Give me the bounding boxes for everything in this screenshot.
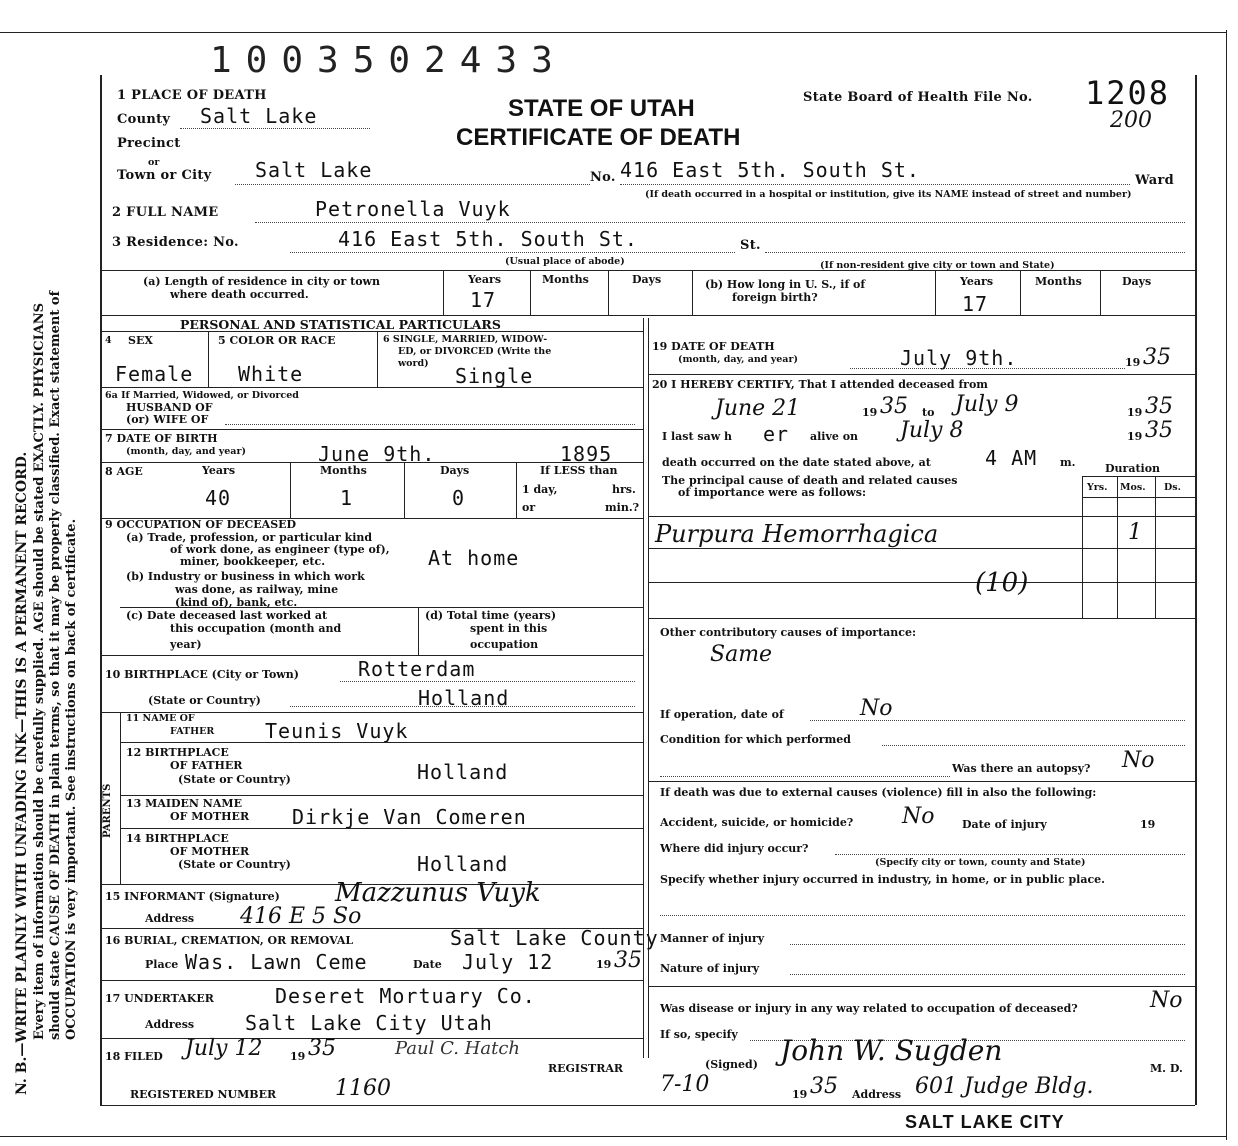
contrib-label: Other contributory causes of importance: xyxy=(660,626,917,639)
last-saw-date: July 8 xyxy=(900,418,964,443)
reg-number-label: REGISTERED NUMBER xyxy=(130,1088,277,1101)
occ-related-value: No xyxy=(1150,988,1183,1013)
age-label: 8 AGE xyxy=(105,465,143,478)
injury-date-label: Date of injury xyxy=(962,818,1047,831)
filed-year: 35 xyxy=(308,1036,336,1061)
occ-c-2: this occupation (month and xyxy=(170,622,342,635)
occ-d-3: occupation xyxy=(470,638,539,651)
town-value: Salt Lake xyxy=(255,158,373,182)
attended-from: June 21 xyxy=(715,396,801,421)
less-label-2: 1 day, xyxy=(522,483,558,496)
alive-label: alive on xyxy=(810,430,859,443)
mother-bp-label-1: 14 BIRTHPLACE xyxy=(126,832,229,845)
sex-label: SEX xyxy=(128,334,153,347)
occ-d-1: (d) Total time (years) xyxy=(425,609,557,622)
where-note: (Specify city or town, county and State) xyxy=(875,857,1086,868)
death-time-label: death occurred on the date stated above, at xyxy=(662,456,931,469)
occ-related-label: Was disease or injury in any way related to occupation of deceased? xyxy=(660,1002,1078,1015)
injury-year-prefix: 19 xyxy=(1140,818,1156,831)
burial-year: 35 xyxy=(614,948,642,973)
father-label-2: FATHER xyxy=(170,726,215,737)
informant-address: 416 E 5 So xyxy=(240,904,362,929)
certificate-title: CERTIFICATE OF DEATH xyxy=(456,124,741,151)
informant-signature: Mazzunus Vuyk xyxy=(335,878,541,908)
occ-b-2: was done, as railway, mine xyxy=(175,583,339,596)
attended-to: July 9 xyxy=(955,392,1019,417)
to-label: to xyxy=(922,406,935,419)
occ-b-3: (kind of), bank, etc. xyxy=(175,596,298,609)
occ-a-3: miner, bookkeeper, etc. xyxy=(180,555,326,568)
file-label: State Board of Health File No. xyxy=(803,90,1033,105)
age-years-label: Years xyxy=(202,464,236,477)
street-no-label: No. xyxy=(590,170,616,185)
res-days-label: Days xyxy=(632,273,662,286)
marital-label-2: ED, or DIVORCED (Write the xyxy=(398,346,552,357)
spouse-label-1: 6a If Married, Widowed, or Divorced xyxy=(105,390,299,401)
undertaker-value: Deseret Mortuary Co. xyxy=(275,984,536,1008)
full-name-value: Petronella Vuyk xyxy=(315,197,511,221)
mother-bp-value: Holland xyxy=(417,852,509,876)
condition-label: Condition for which performed xyxy=(660,733,851,746)
us-days-label: Days xyxy=(1122,275,1152,288)
specify-label: Specify whether injury occurred in industry, in home, or in public place. xyxy=(660,873,1105,886)
father-bp-label-3: (State or Country) xyxy=(178,773,291,786)
birthplace-label: 10 BIRTHPLACE (City or Town) xyxy=(105,668,299,681)
age-years: 40 xyxy=(205,486,232,510)
occ-a-1: (a) Trade, profession, or particular kind xyxy=(126,531,373,544)
color-label: 5 COLOR OR RACE xyxy=(218,334,336,347)
undertaker-address-label: Address xyxy=(145,1018,195,1031)
top-border xyxy=(0,32,1226,33)
occ-d-2: spent in this xyxy=(470,622,548,635)
marital-value: Single xyxy=(455,364,534,388)
dod-label-1: 19 DATE OF DEATH xyxy=(652,340,775,353)
dob-label-2: (month, day, and year) xyxy=(126,446,246,457)
us-months-label: Months xyxy=(1035,275,1082,288)
certify-label: 20 I HEREBY CERTIFY, That I attended deceased from xyxy=(652,378,988,391)
registrar-signature: Paul C. Hatch xyxy=(395,1038,521,1059)
place-heading: 1 PLACE OF DEATH xyxy=(117,88,267,103)
age-days-label: Days xyxy=(440,464,470,477)
from-year-prefix: 19 xyxy=(862,406,878,419)
father-bp-label-2: OF FATHER xyxy=(170,759,243,772)
res-years-value: 17 xyxy=(470,288,497,312)
cause-label-1: The principal cause of death and related causes xyxy=(662,474,958,487)
dob-year: 1895 xyxy=(560,442,613,466)
dob-label-1: 7 DATE OF BIRTH xyxy=(105,432,218,445)
less-label-5: min.? xyxy=(605,501,640,514)
reg-number: 1160 xyxy=(335,1076,391,1101)
cause-value: Purpura Hemorrhagica xyxy=(655,520,939,548)
duration-label: Duration xyxy=(1105,462,1161,475)
age-months: 1 xyxy=(340,486,354,510)
state-title: STATE OF UTAH xyxy=(508,95,695,122)
res-months-label: Months xyxy=(542,273,589,286)
burial-place-label: Place xyxy=(145,958,179,971)
external-label: If death was due to external causes (violence) fill in also the following: xyxy=(660,786,1097,799)
death-address: 416 East 5th. South St. xyxy=(620,158,920,182)
serial-number: 1003502433 xyxy=(210,40,567,81)
file-number-2: 200 xyxy=(1110,108,1152,133)
less-label-3: hrs. xyxy=(612,483,636,496)
undertaker-label: 17 UNDERTAKER xyxy=(105,992,214,1005)
contrib-value: Same xyxy=(710,642,773,667)
signed-label: (Signed) xyxy=(705,1058,758,1071)
marital-label-1: 6 SINGLE, MARRIED, WIDOW- xyxy=(383,334,548,345)
dod-label-2: (month, day, and year) xyxy=(678,354,798,365)
dod-year-prefix: 19 xyxy=(1125,356,1141,369)
last-saw-year-prefix: 19 xyxy=(1127,430,1143,443)
us-years-value: 17 xyxy=(962,292,989,316)
filed-year-prefix: 19 xyxy=(290,1050,306,1063)
length-label-2: where death occurred. xyxy=(170,288,309,301)
side-note-line4: OCCUPATION is very important. See instructions on back of certificate. xyxy=(64,518,79,1040)
last-saw-her: er xyxy=(763,422,790,446)
dod-year: 35 xyxy=(1143,345,1171,370)
precinct-label: Precinct xyxy=(117,136,181,151)
informant-label: 15 INFORMANT (Signature) xyxy=(105,890,280,903)
mother-value: Dirkje Van Comeren xyxy=(292,805,527,829)
occ-c-3: year) xyxy=(170,638,202,651)
abode-note: (Usual place of abode) xyxy=(505,256,625,267)
informant-address-label: Address xyxy=(145,912,195,925)
or-label: or xyxy=(148,157,160,168)
res-years-label: Years xyxy=(468,273,502,286)
sex-value: Female xyxy=(115,362,194,386)
where-label: Where did injury occur? xyxy=(660,842,809,855)
filed-date: July 12 xyxy=(185,1036,263,1061)
mos-label: Mos. xyxy=(1120,482,1146,493)
sig-address-label: Address xyxy=(852,1088,902,1101)
nature-label: Nature of injury xyxy=(660,962,760,975)
signed-year-prefix: 19 xyxy=(792,1088,808,1101)
us-label-1: (b) How long in U. S., if of xyxy=(705,278,866,291)
burial-date-label: Date xyxy=(413,958,442,971)
mother-bp-label-3: (State or Country) xyxy=(178,858,291,871)
age-months-label: Months xyxy=(320,464,367,477)
burial-value: Salt Lake County xyxy=(450,926,659,950)
burial-label: 16 BURIAL, CREMATION, OR REMOVAL xyxy=(105,934,354,947)
registrar-label: REGISTRAR xyxy=(548,1062,624,1075)
side-note-line3: should state CAUSE OF DEATH in plain terms, so that it may be properly classified. Exact statement of xyxy=(48,290,63,1040)
parents-label: PARENTS xyxy=(102,783,113,838)
ds-label: Ds. xyxy=(1164,482,1181,493)
mother-label-1: 13 MAIDEN NAME xyxy=(126,797,242,810)
occ-a-2: of work done, as engineer (type of), xyxy=(170,543,390,556)
birthplace-country: Holland xyxy=(418,686,510,710)
nonres-note: (If non-resident give city or town and State) xyxy=(820,260,1055,271)
father-label-1: 11 NAME OF xyxy=(126,713,195,724)
to-year-prefix: 19 xyxy=(1127,406,1143,419)
birthplace-city: Rotterdam xyxy=(358,657,476,681)
less-label-4: or xyxy=(522,501,536,514)
form-right-border xyxy=(1195,75,1197,1105)
spouse-label-2: HUSBAND OF xyxy=(126,401,213,414)
burial-date: July 12 xyxy=(462,950,554,974)
filed-label: 18 FILED xyxy=(105,1050,163,1063)
city-stamp: SALT LAKE CITY xyxy=(905,1112,1065,1132)
manner-label: Manner of injury xyxy=(660,932,765,945)
accident-value: No xyxy=(902,804,935,829)
town-label: Town or City xyxy=(117,168,212,183)
cause-label-2: of importance were as follows: xyxy=(678,486,866,499)
residence-value: 416 East 5th. South St. xyxy=(338,227,638,251)
physician-signature: John W. Sugden xyxy=(780,1034,1003,1067)
undertaker-address: Salt Lake City Utah xyxy=(245,1011,493,1035)
page-edge xyxy=(1226,30,1227,1140)
father-value: Teunis Vuyk xyxy=(265,719,409,743)
age-days: 0 xyxy=(452,486,466,510)
personal-heading: PERSONAL AND STATISTICAL PARTICULARS xyxy=(180,317,501,332)
yrs-label: Yrs. xyxy=(1087,482,1108,493)
dob-value: June 9th. xyxy=(318,442,436,466)
mother-label-2: OF MOTHER xyxy=(170,810,250,823)
burial-place: Was. Lawn Ceme xyxy=(185,950,368,974)
autopsy-value: No xyxy=(1122,748,1155,773)
from-year: 35 xyxy=(880,394,908,419)
sig-address: 601 Judge Bldg. xyxy=(915,1074,1094,1099)
full-name-label: 2 FULL NAME xyxy=(112,205,219,220)
county-value: Salt Lake xyxy=(200,104,318,128)
color-value: White xyxy=(238,362,304,386)
marital-label-3: word) xyxy=(398,358,429,369)
md-label: M. D. xyxy=(1150,1062,1183,1075)
mother-bp-label-2: OF MOTHER xyxy=(170,845,250,858)
county-label: County xyxy=(117,112,171,127)
cause-code: (10) xyxy=(975,568,1029,598)
hospital-note: (If death occurred in a hospital or institution, give its NAME instead of street and number) xyxy=(645,189,1132,200)
last-saw-label: I last saw h xyxy=(662,430,733,443)
less-label-1: If LESS than xyxy=(540,464,618,477)
occ-heading: 9 OCCUPATION OF DECEASED xyxy=(105,518,297,531)
residence-label: 3 Residence: No. xyxy=(112,235,239,250)
m-label: m. xyxy=(1060,456,1076,469)
us-years-label: Years xyxy=(960,275,994,288)
cause-months: 1 xyxy=(1128,520,1142,545)
file-number: 1208 xyxy=(1085,74,1171,112)
side-note-line1: N. B.—WRITE PLAINLY WITH UNFADING INK—THIS IS A PERMANENT RECORD. xyxy=(14,451,30,1095)
ward-label: Ward xyxy=(1135,173,1175,188)
side-note-line2: Every item of information should be carefully supplied. AGE should be stated EXACTLY. PHYSICIANS xyxy=(32,302,47,1040)
dod-value: July 9th. xyxy=(900,346,1018,370)
occupation-value: At home xyxy=(428,546,520,570)
death-time: 4 AM xyxy=(985,446,1038,470)
state-country-label: (State or Country) xyxy=(148,694,261,707)
father-bp-label-1: 12 BIRTHPLACE xyxy=(126,746,229,759)
last-saw-year: 35 xyxy=(1145,418,1173,443)
operation-label: If operation, date of xyxy=(660,708,784,721)
operation-value: No xyxy=(860,696,893,721)
bottom-border xyxy=(0,1136,1226,1137)
accident-label: Accident, suicide, or homicide? xyxy=(660,816,854,829)
autopsy-label: Was there an autopsy? xyxy=(952,762,1091,775)
if-so-label: If so, specify xyxy=(660,1028,738,1041)
length-label-1: (a) Length of residence in city or town xyxy=(143,275,381,288)
signed-date: 7-10 xyxy=(660,1072,710,1097)
occ-c-1: (c) Date deceased last worked at xyxy=(126,609,328,622)
spouse-label-3: (or) WIFE OF xyxy=(126,413,209,426)
father-bp-value: Holland xyxy=(417,760,509,784)
us-label-2: foreign birth? xyxy=(732,291,818,304)
signed-year: 35 xyxy=(810,1074,838,1099)
form-left-border xyxy=(100,75,102,1105)
residence-st-label: St. xyxy=(740,238,761,253)
to-year: 35 xyxy=(1145,394,1173,419)
occ-b-1: (b) Industry or business in which work xyxy=(126,570,365,583)
burial-year-prefix: 19 xyxy=(596,958,612,971)
